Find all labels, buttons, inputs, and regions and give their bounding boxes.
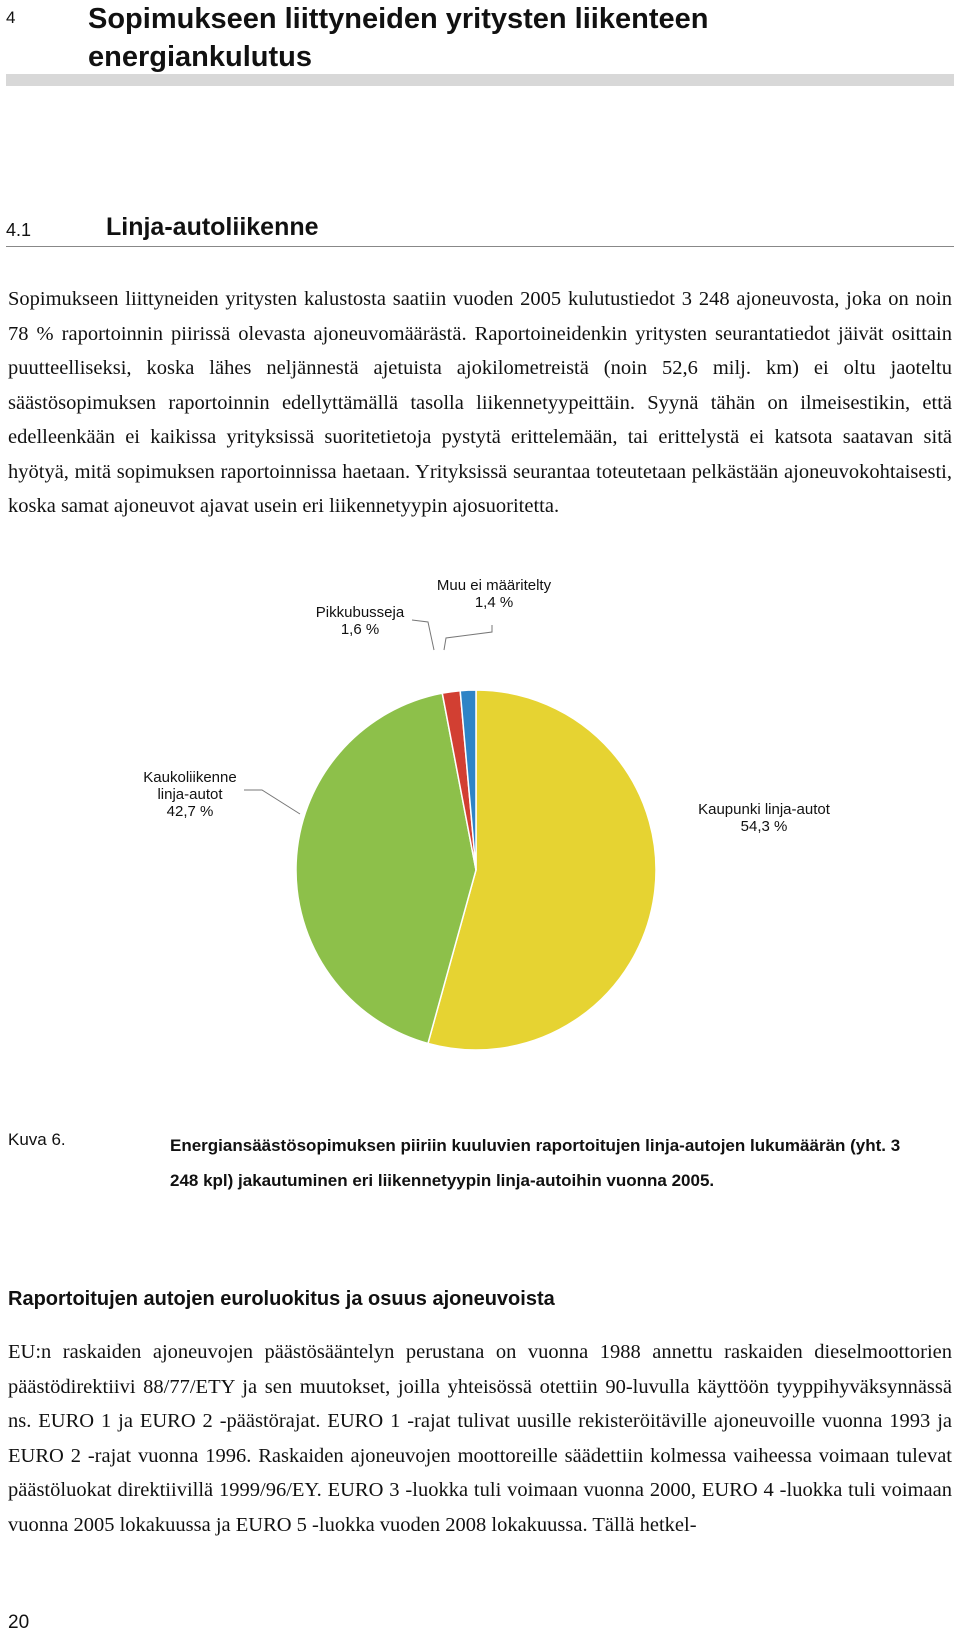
leader-line-muu-ei-maaritelty (444, 625, 492, 650)
body-paragraph-1: Sopimukseen liittyneiden yritysten kalustosta saatiin vuoden 2005 kulutustiedot 3 248 ajoneuvosta, joka on noin 78 % raportoinnin piirissä olevasta ajoneuvomäärästä. Raportoineidenkin yritysten seurantatiedot jäivät osittain puutteelliseksi, koska lähes neljännestä ajetuista ajokilometreistä (noin 52,6 milj. km) ei oltu jaoteltu säästösopimuksen raportoinnin edellyttämällä tasolla liikennetyypeittäin. Syynä tähän on ilmeisestikin, että edelleenkään ei kaikissa yrityksissä suoritetietoja pystytä erittelemään, tai erittelystä ei katsota saatavan sitä hyötyä, mitä sopimuksen raportoinnissa haetaan. Yrityksissä seurantaa toteutetaan pelkästään ajoneuvokohtaisesti, koska samat ajoneuvot ajavat usein eri liikennetyypin ajosuoritetta. (8, 288, 952, 517)
page-number: 20 (8, 1612, 30, 1633)
section-number: 4.1 (6, 220, 32, 240)
value-label-kaupunki-linja-autot: 54,3 % (740, 818, 788, 835)
slice-label-pikkubusseja: Pikkubusseja (315, 604, 405, 621)
figure-caption: Energiansäästösopimuksen piiriin kuuluvien raportoitujen linja-autojen lukumäärän (yht. 3 248 kpl) jakautuminen eri liikennetyypin linja-autoihin vuonna 2005. (170, 1136, 901, 1190)
value-label-kaukoliikenne-linja-autot: 42,7 % (166, 803, 214, 820)
leader-line-kaukoliikenne-linja-autot (244, 790, 300, 814)
slice-label-kaukoliikenne-linja-autot: Kaukoliikenne (143, 769, 237, 786)
slice-label-kaukoliikenne-linja-autot: linja-autot (157, 786, 223, 803)
body-paragraph-2: EU:n raskaiden ajoneuvojen päästösääntelyn perustana on vuonna 1988 annettu raskaiden dieselmoottorien päästödirektiivi 88/77/ETY ja sen muutokset, joilla yhteisössä otettiin 90-luvulla käyttöön tyyppihyväksynnässä ns. EURO 1 ja EURO 2 -päästörajat. EURO 1 -rajat tulivat uusille rekisteröitäville ajoneuvoille vuonna 1993 ja EURO 2 -rajat vuonna 1996. Raskaiden ajoneuvojen moottoreille säädettiin kolmessa vaiheessa voimaan tulevat päästöluokat direktiivillä 1999/96/EY. EURO 3 -luokka tuli voimaan vuonna 2000, EURO 4 -luokka tuli voimaan vuonna 2005 lokakuussa ja EURO 5 -luokka vuoden 2008 lokakuussa. Tällä hetkel- (8, 1341, 952, 1536)
chapter-title: Sopimukseen liittyneiden yritysten liikenteen energiankulutus (88, 3, 709, 73)
slice-label-kaupunki-linja-autot: Kaupunki linja-autot (698, 801, 830, 818)
value-label-muu-ei-maaritelty: 1,4 % (474, 594, 514, 611)
leader-line-pikkubusseja (412, 620, 434, 650)
slice-label-muu-ei-maaritelty: Muu ei määritelty (436, 577, 552, 594)
chapter-divider (6, 74, 954, 86)
pie-chart (0, 577, 960, 1060)
figure-label: Kuva 6. (8, 1130, 66, 1149)
pie-slices (296, 690, 656, 1050)
section-divider (6, 246, 954, 247)
chapter-number: 4 (6, 8, 16, 27)
value-label-pikkubusseja: 1,6 % (340, 621, 380, 638)
subheading: Raportoitujen autojen euroluokitus ja osuus ajoneuvoista (8, 1288, 555, 1310)
section-title: Linja-autoliikenne (106, 213, 319, 241)
